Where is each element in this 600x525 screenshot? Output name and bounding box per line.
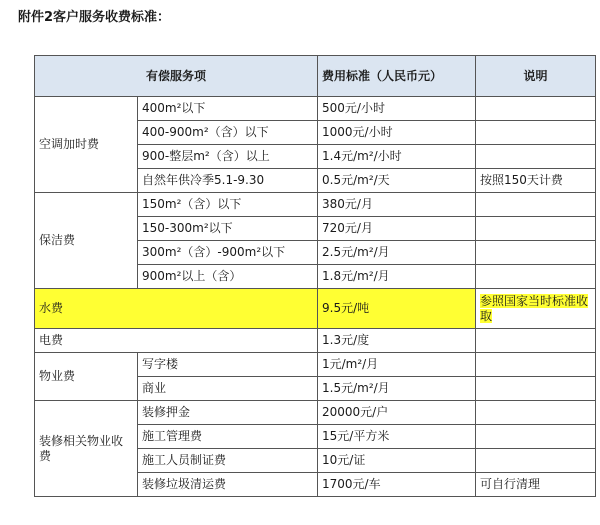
row-item: 300m²（含）-900m²以下 — [138, 241, 318, 265]
row-fee: 1000元/小时 — [318, 121, 476, 145]
page-title: 附件2客户服务收费标准： — [18, 10, 171, 25]
row-note — [476, 377, 596, 401]
row-item: 400m²以下 — [138, 97, 318, 121]
row-item: 150m²（含）以下 — [138, 193, 318, 217]
header-service: 有偿服务项 — [35, 56, 318, 97]
row-fee: 720元/月 — [318, 217, 476, 241]
row-item: 自然年供冷季5.1-9.30 — [138, 169, 318, 193]
row-item: 900-整层m²（含）以上 — [138, 145, 318, 169]
row-fee: 1.4元/m²/小时 — [318, 145, 476, 169]
group-ac: 空调加时费 — [35, 97, 138, 193]
group-renovation: 装修相关物业收费 — [35, 401, 138, 497]
group-water: 水费 — [35, 289, 318, 329]
row-fee: 20000元/户 — [318, 401, 476, 425]
row-note — [476, 449, 596, 473]
row-note — [476, 425, 596, 449]
row-note — [476, 265, 596, 289]
row-item: 400-900m²（含）以下 — [138, 121, 318, 145]
row-note — [476, 401, 596, 425]
row-fee: 1.3元/度 — [318, 329, 476, 353]
row-fee: 15元/平方米 — [318, 425, 476, 449]
row-note — [476, 97, 596, 121]
row-fee: 380元/月 — [318, 193, 476, 217]
table-row — [35, 401, 596, 425]
row-fee: 2.5元/m²/月 — [318, 241, 476, 265]
row-item: 装修押金 — [138, 401, 318, 425]
table-row — [35, 193, 596, 217]
row-note — [476, 329, 596, 353]
row-note — [476, 289, 596, 329]
group-electricity: 电费 — [35, 329, 318, 353]
row-note — [476, 145, 596, 169]
row-fee: 500元/小时 — [318, 97, 476, 121]
table-row — [35, 97, 596, 121]
row-item: 施工管理费 — [138, 425, 318, 449]
table-row-electricity — [35, 329, 596, 353]
row-fee: 1.8元/m²/月 — [318, 265, 476, 289]
row-note — [476, 121, 596, 145]
row-note: 可自行清理 — [476, 473, 596, 497]
row-note — [476, 353, 596, 377]
header-note: 说明 — [476, 56, 596, 97]
water-note-text: 参照国家当时标准收取 — [480, 293, 589, 323]
row-fee: 9.5元/吨 — [318, 289, 476, 329]
group-property: 物业费 — [35, 353, 138, 401]
row-fee: 0.5元/m²/天 — [318, 169, 476, 193]
row-item: 900m²以上（含） — [138, 265, 318, 289]
fee-table — [34, 55, 596, 497]
row-note: 按照150天计费 — [476, 169, 596, 193]
row-note — [476, 241, 596, 265]
row-fee: 1元/m²/月 — [318, 353, 476, 377]
row-item: 商业 — [138, 377, 318, 401]
row-item: 施工人员制证费 — [138, 449, 318, 473]
group-cleaning: 保洁费 — [35, 193, 138, 289]
table-header-row — [35, 56, 596, 97]
row-item: 150-300m²以下 — [138, 217, 318, 241]
row-item: 装修垃圾清运费 — [138, 473, 318, 497]
row-fee: 1700元/车 — [318, 473, 476, 497]
header-fee: 费用标准（人民币元） — [318, 56, 476, 97]
row-item: 写字楼 — [138, 353, 318, 377]
row-fee: 1.5元/m²/月 — [318, 377, 476, 401]
row-note — [476, 217, 596, 241]
table-row — [35, 353, 596, 377]
table-row-water — [35, 289, 596, 329]
row-fee: 10元/证 — [318, 449, 476, 473]
row-note — [476, 193, 596, 217]
